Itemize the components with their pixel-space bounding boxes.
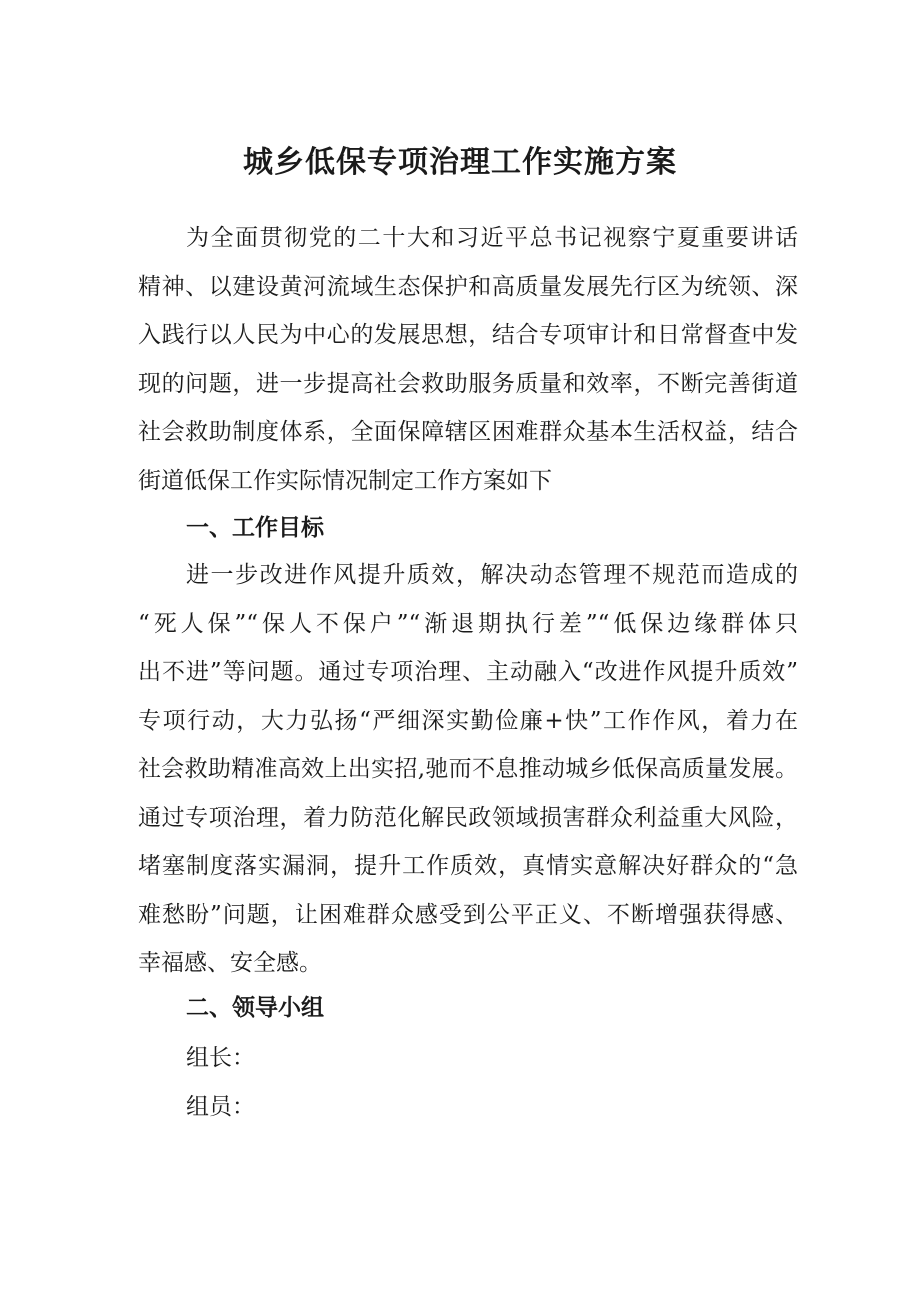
- goals-line: 专项行动，大力弘扬“严细深实勤俭廉+快”工作作风，着力在: [138, 707, 798, 734]
- goals-line: 出不进”等问题。通过专项治理、主动融入“改进作风提升质效”: [138, 659, 798, 685]
- goals-line: 堵塞制度落实漏洞，提升工作质效，真情实意解决好群众的“急: [138, 853, 798, 879]
- goals-line: 幸福感、安全感。: [138, 950, 322, 976]
- section-work-goals: [138, 504, 798, 552]
- group-member-label: 组员：: [186, 1093, 255, 1120]
- document-title: 城乡低保专项治理工作实施方案: [243, 145, 677, 180]
- section-heading: 一、工作目标: [186, 515, 324, 541]
- goals-line: “死人保”“保人不保户”“渐退期执行差”“低保边缘群体只: [138, 610, 798, 637]
- goals-line: 难愁盼”问题，让困难群众感受到公平正义、不断增强获得感、: [138, 901, 798, 928]
- section-leading-group: [138, 984, 798, 1032]
- intro-paragraph: [138, 214, 798, 505]
- intro-line: 现的问题，进一步提高社会救助服务质量和效率，不断完善街道: [138, 370, 798, 397]
- intro-line: 街道低保工作实际情况制定工作方案如下: [138, 467, 552, 494]
- work-goals-paragraph: [138, 551, 798, 988]
- intro-line: 精神、以建设黄河流域生态保护和高质量发展先行区为统领、深: [138, 273, 798, 300]
- intro-line: 为全面贯彻党的二十大和习近平总书记视察宁夏重要讲话: [186, 225, 798, 251]
- leading-group-members: [138, 1034, 798, 1131]
- intro-line: 入践行以人民为中心的发展思想，结合专项审计和日常督查中发: [138, 322, 798, 348]
- goals-line: 进一步改进作风提升质效，解决动态管理不规范而造成的: [186, 562, 798, 588]
- goals-line: 社会救助精准高效上出实招,驰而不息推动城乡低保高质量发展。: [138, 756, 798, 782]
- goals-line: 通过专项治理，着力防范化解民政领域损害群众利益重大风险，: [138, 804, 798, 831]
- intro-line: 社会救助制度体系，全面保障辖区困难群众基本生活权益，结合: [138, 419, 798, 445]
- section-heading: 二、领导小组: [186, 995, 324, 1021]
- group-leader-label: 组长：: [186, 1045, 255, 1071]
